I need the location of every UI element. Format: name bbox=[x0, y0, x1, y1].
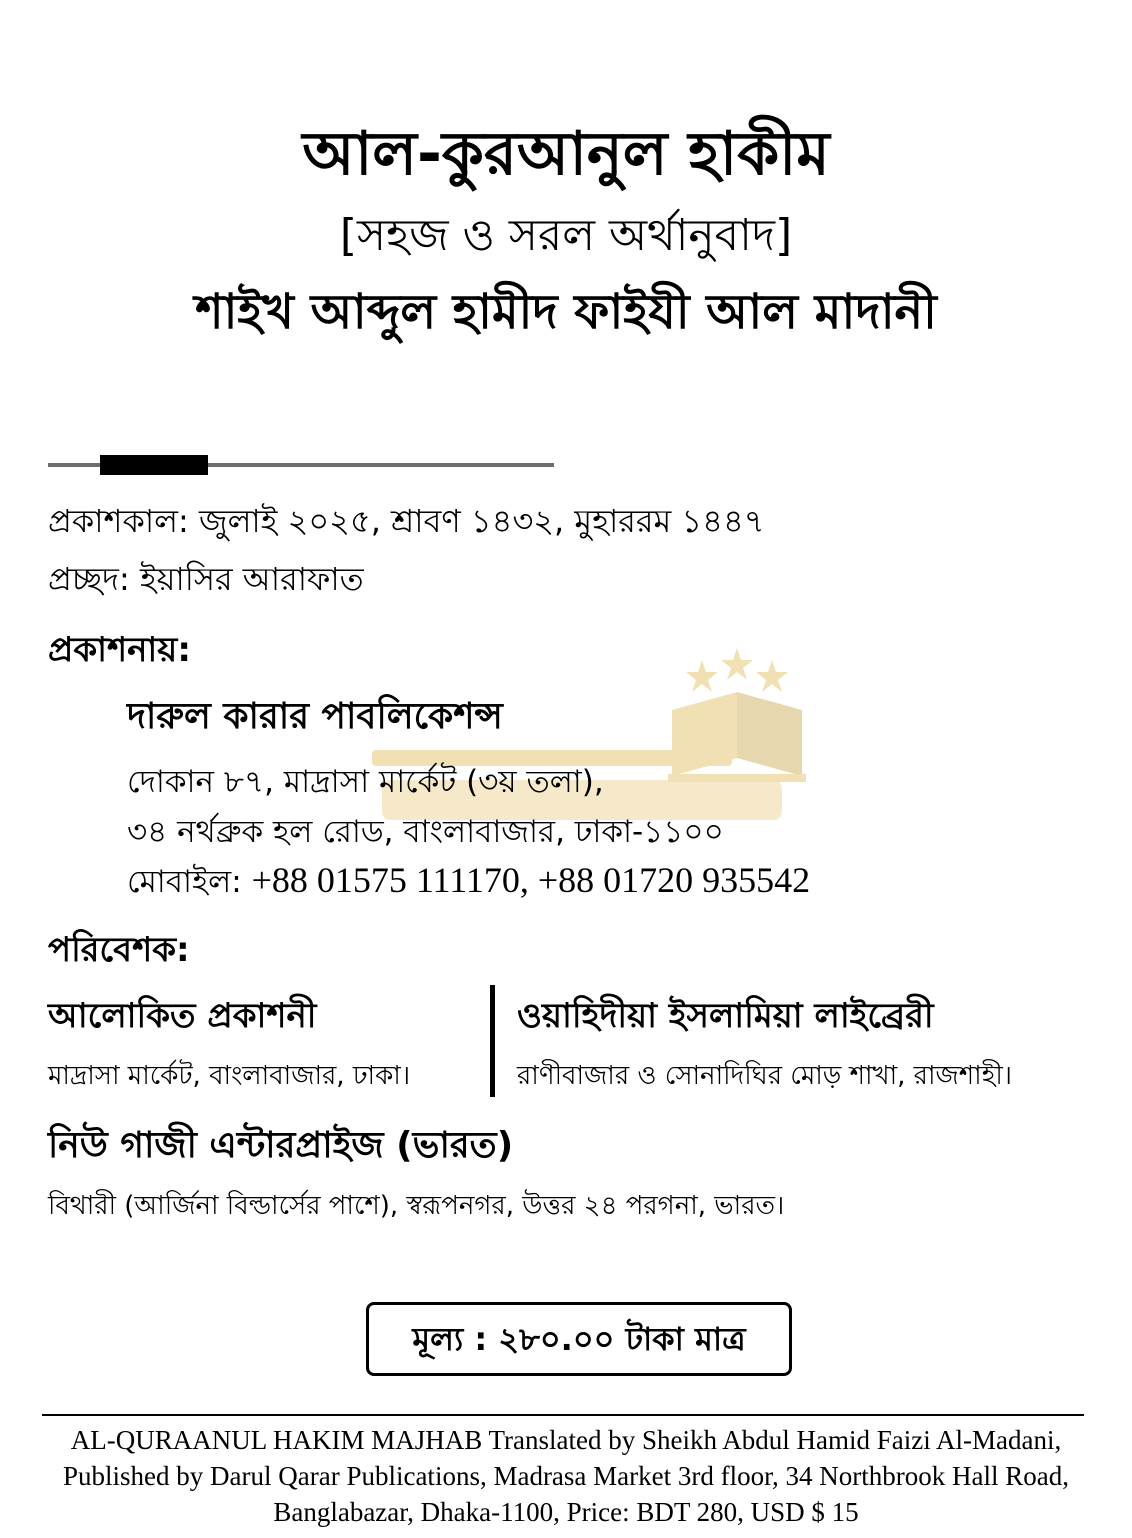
cover-credit: প্রচ্ছদ: ইয়াসির আরাফাত bbox=[48, 560, 364, 598]
distributor-heading: পরিবেশক: bbox=[48, 930, 190, 970]
divider-accent bbox=[100, 455, 208, 475]
publication-date: প্রকাশকাল: জুলাই ২০২৫, শ্রাবণ ১৪৩২, মুহাররম ১৪৪৭ bbox=[48, 502, 765, 540]
distributor-name: ওয়াহিদীয়া ইসলামিয়া লাইব্রেরী bbox=[517, 996, 934, 1036]
publisher-address-line2: ৩৪ নর্থব্রুক হল রোড, বাংলাবাজার, ঢাকা-১১০০ bbox=[127, 814, 724, 850]
footer-divider bbox=[42, 1414, 1084, 1416]
publisher-heading: প্রকাশনায়: bbox=[48, 630, 191, 670]
distributor-address: বিথারী (আর্জিনা বিল্ডার্সের পাশে), স্বরূপনগর, উত্তর ২৪ পরগনা, ভারত। bbox=[48, 1191, 785, 1221]
column-divider bbox=[490, 985, 495, 1097]
distributor-address: রাণীবাজার ও সোনাদিঘির মোড় শাখা, রাজশাহী। bbox=[517, 1061, 1013, 1091]
english-colophon: AL-QURAANUL HAKIM MAJHAB Translated by Sheikh Abdul Hamid Faizi Al-Madani, Published by Darul Qarar Publications, Madrasa Market 3rd floor, 34 Northbrook Hall Road, Banglabazar, Dhaka-1100, Price: BDT 280, USD $ 15 bbox=[63, 1425, 1069, 1527]
book-title: আল-কুরআনুল হাকীম bbox=[302, 119, 830, 189]
mobile-label: মোবাইল: bbox=[127, 864, 242, 900]
distributor-name: আলোকিত প্রকাশনী bbox=[48, 996, 317, 1036]
price-box: মূল্য : ২৮০.০০ টাকা মাত্র bbox=[366, 1302, 792, 1376]
open-book-icon bbox=[352, 640, 822, 840]
publisher-address-line1: দোকান ৮৭, মাদ্রাসা মার্কেট (৩য় তলা), bbox=[127, 764, 604, 800]
publisher-name: দারুল কারার পাবলিকেশন্স bbox=[127, 696, 503, 737]
mobile-numbers: +88 01575 111170, +88 01720 935542 bbox=[251, 860, 811, 900]
book-subtitle: [সহজ ও সরল অর্থানুবাদ] bbox=[339, 210, 793, 261]
book-author: শাইখ আব্দুল হামীদ ফাইযী আল মাদানী bbox=[195, 284, 937, 340]
distributor-name: নিউ গাজী এন্টারপ্রাইজ (ভারত) bbox=[48, 1125, 514, 1166]
publisher-mobile bbox=[127, 860, 810, 902]
distributor-address: মাদ্রাসা মার্কেট, বাংলাবাজার, ঢাকা। bbox=[48, 1061, 411, 1091]
